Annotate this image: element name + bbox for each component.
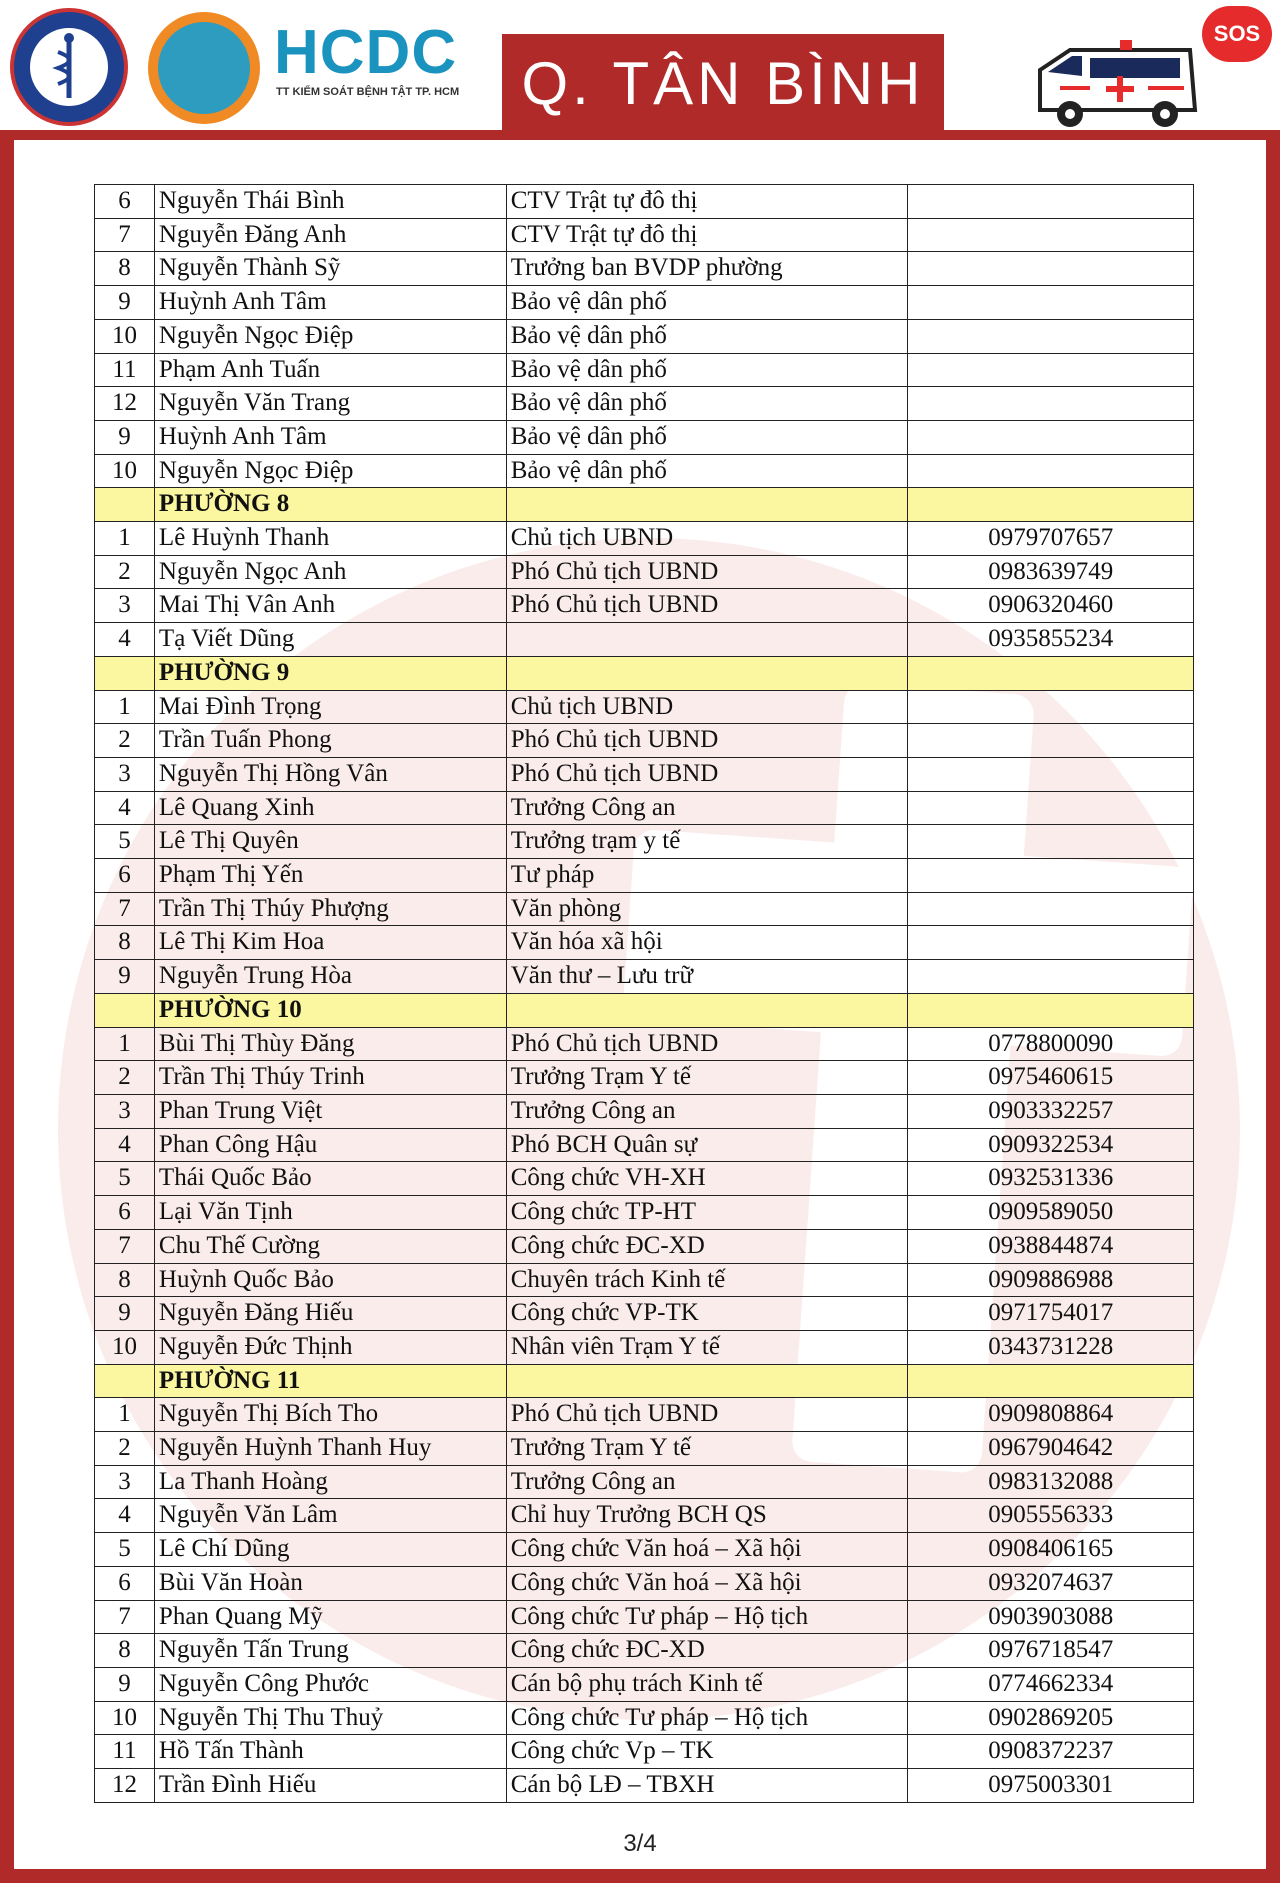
person-name: Phan Công Hậu <box>154 1128 506 1162</box>
person-role: Phó Chủ tịch UBND <box>506 555 908 589</box>
table-row <box>95 589 1194 623</box>
person-role: Phó BCH Quân sự <box>506 1128 908 1162</box>
phone-number: 0938844874 <box>908 1229 1194 1263</box>
phone-number: 0903332257 <box>908 1094 1194 1128</box>
person-name: Lê Thị Quyên <box>154 825 506 859</box>
sos-badge: SOS <box>1202 6 1272 62</box>
table-row <box>95 623 1194 657</box>
section-role-cell <box>506 1364 908 1398</box>
person-role: CTV Trật tự đô thị <box>506 185 908 219</box>
phone-number <box>908 218 1194 252</box>
person-name: Lê Quang Xinh <box>154 791 506 825</box>
person-name: Phạm Anh Tuấn <box>154 353 506 387</box>
phone-number <box>908 353 1194 387</box>
person-name: Bùi Văn Hoàn <box>154 1566 506 1600</box>
phone-number: 0903903088 <box>908 1600 1194 1634</box>
row-number: 12 <box>95 1769 155 1803</box>
row-number: 10 <box>95 1330 155 1364</box>
table-row <box>95 791 1194 825</box>
phone-number <box>908 454 1194 488</box>
person-role: Công chức VP-TK <box>506 1297 908 1331</box>
phone-number: 0975003301 <box>908 1769 1194 1803</box>
person-role: Chuyên trách Kinh tế <box>506 1263 908 1297</box>
person-role: Công chức TP-HT <box>506 1196 908 1230</box>
table-row <box>95 1566 1194 1600</box>
table-row <box>95 1229 1194 1263</box>
table-row <box>95 892 1194 926</box>
row-number: 6 <box>95 859 155 893</box>
row-number: 9 <box>95 420 155 454</box>
phone-number <box>908 319 1194 353</box>
section-header-row <box>95 1364 1194 1398</box>
row-number: 1 <box>95 522 155 556</box>
phone-number <box>908 892 1194 926</box>
row-number: 4 <box>95 623 155 657</box>
table-row <box>95 1196 1194 1230</box>
person-role: Trưởng Công an <box>506 791 908 825</box>
table-row <box>95 1263 1194 1297</box>
person-role: Bảo vệ dân phố <box>506 353 908 387</box>
phone-number <box>908 859 1194 893</box>
person-role: Bảo vệ dân phố <box>506 420 908 454</box>
person-role: Văn hóa xã hội <box>506 926 908 960</box>
section-header-row <box>95 993 1194 1027</box>
person-name: Tạ Viết Dũng <box>154 623 506 657</box>
row-number: 4 <box>95 791 155 825</box>
row-number: 3 <box>95 1094 155 1128</box>
table-row <box>95 1162 1194 1196</box>
table-row <box>95 387 1194 421</box>
person-role: Công chức ĐC-XD <box>506 1229 908 1263</box>
row-number: 6 <box>95 185 155 219</box>
phone-number <box>908 690 1194 724</box>
phone-number <box>908 286 1194 320</box>
row-number: 1 <box>95 1027 155 1061</box>
row-number: 2 <box>95 555 155 589</box>
person-role: Trưởng Trạm Y tế <box>506 1432 908 1466</box>
section-phone-cell <box>908 656 1194 690</box>
person-role: Bảo vệ dân phố <box>506 387 908 421</box>
phone-number <box>908 825 1194 859</box>
person-role: Công chức Văn hoá – Xã hội <box>506 1566 908 1600</box>
section-title-cell: PHƯỜNG 9 <box>154 656 506 690</box>
person-name: Huỳnh Quốc Bảo <box>154 1263 506 1297</box>
person-role: Trưởng ban BVDP phường <box>506 252 908 286</box>
table-row <box>95 1094 1194 1128</box>
phone-number: 0908372237 <box>908 1735 1194 1769</box>
table-row <box>95 522 1194 556</box>
person-role: Nhân viên Trạm Y tế <box>506 1330 908 1364</box>
table-row <box>95 1701 1194 1735</box>
person-name: Huỳnh Anh Tâm <box>154 286 506 320</box>
person-name: Nguyễn Đăng Anh <box>154 218 506 252</box>
row-number: 6 <box>95 1566 155 1600</box>
phone-number: 0979707657 <box>908 522 1194 556</box>
person-name: Bùi Thị Thùy Đăng <box>154 1027 506 1061</box>
row-number: 10 <box>95 319 155 353</box>
table-row <box>95 1533 1194 1567</box>
person-role: Cán bộ phụ trách Kinh tế <box>506 1667 908 1701</box>
row-number: 5 <box>95 825 155 859</box>
row-number: 7 <box>95 1600 155 1634</box>
person-name: Nguyễn Đăng Hiếu <box>154 1297 506 1331</box>
table-row <box>95 1600 1194 1634</box>
person-role: CTV Trật tự đô thị <box>506 218 908 252</box>
phone-number: 0935855234 <box>908 623 1194 657</box>
person-name: Mai Thị Vân Anh <box>154 589 506 623</box>
table-row <box>95 1128 1194 1162</box>
table-row <box>95 1667 1194 1701</box>
person-name: Phan Trung Việt <box>154 1094 506 1128</box>
person-name: Lê Huỳnh Thanh <box>154 522 506 556</box>
row-number: 6 <box>95 1196 155 1230</box>
phone-number <box>908 757 1194 791</box>
table-row <box>95 926 1194 960</box>
table-row <box>95 1735 1194 1769</box>
phone-number: 0902869205 <box>908 1701 1194 1735</box>
person-name: Nguyễn Ngọc Điệp <box>154 319 506 353</box>
person-name: Nguyễn Thái Bình <box>154 185 506 219</box>
row-number: 9 <box>95 1667 155 1701</box>
person-name: Nguyễn Tấn Trung <box>154 1634 506 1668</box>
row-number: 2 <box>95 1432 155 1466</box>
person-role: Chỉ huy Trưởng BCH QS <box>506 1499 908 1533</box>
person-name: Trần Thị Thúy Phượng <box>154 892 506 926</box>
person-name: Nguyễn Công Phước <box>154 1667 506 1701</box>
phone-number: 0906320460 <box>908 589 1194 623</box>
row-number: 9 <box>95 960 155 994</box>
person-role: Công chức ĐC-XD <box>506 1634 908 1668</box>
row-number: 2 <box>95 1061 155 1095</box>
phone-number: 0909589050 <box>908 1196 1194 1230</box>
section-role-cell <box>506 993 908 1027</box>
phone-number <box>908 185 1194 219</box>
person-role: Chủ tịch UBND <box>506 522 908 556</box>
row-number: 3 <box>95 1465 155 1499</box>
table-row <box>95 1465 1194 1499</box>
person-name: Nguyễn Thành Sỹ <box>154 252 506 286</box>
person-name: Nguyễn Ngọc Điệp <box>154 454 506 488</box>
table-row <box>95 1398 1194 1432</box>
table-row <box>95 1432 1194 1466</box>
phone-number <box>908 387 1194 421</box>
person-role: Văn thư – Lưu trữ <box>506 960 908 994</box>
page-header <box>0 0 1280 136</box>
row-number: 7 <box>95 1229 155 1263</box>
row-number: 1 <box>95 1398 155 1432</box>
row-number: 7 <box>95 892 155 926</box>
person-name: Nguyễn Văn Trang <box>154 387 506 421</box>
person-role: Phó Chủ tịch UBND <box>506 1398 908 1432</box>
person-role: Trưởng Công an <box>506 1465 908 1499</box>
row-number: 2 <box>95 724 155 758</box>
page-number: 3/4 <box>623 1830 657 1857</box>
person-role: Trưởng Công an <box>506 1094 908 1128</box>
contact-table <box>94 184 1194 1803</box>
section-title-cell: PHƯỜNG 10 <box>154 993 506 1027</box>
person-role: Phó Chủ tịch UBND <box>506 1027 908 1061</box>
person-name: Chu Thế Cường <box>154 1229 506 1263</box>
person-role: Văn phòng <box>506 892 908 926</box>
table-row <box>95 319 1194 353</box>
person-role: Bảo vệ dân phố <box>506 319 908 353</box>
phone-number: 0932531336 <box>908 1162 1194 1196</box>
row-number: 3 <box>95 757 155 791</box>
person-role: Trưởng Trạm Y tế <box>506 1061 908 1095</box>
person-name: Nguyễn Đức Thịnh <box>154 1330 506 1364</box>
person-role: Trưởng trạm y tế <box>506 825 908 859</box>
person-name: Phạm Thị Yến <box>154 859 506 893</box>
section-title-cell: PHƯỜNG 11 <box>154 1364 506 1398</box>
row-number: 8 <box>95 252 155 286</box>
row-number: 9 <box>95 1297 155 1331</box>
phone-number: 0975460615 <box>908 1061 1194 1095</box>
person-role: Bảo vệ dân phố <box>506 286 908 320</box>
person-role: Công chức Tư pháp – Hộ tịch <box>506 1600 908 1634</box>
section-header-row <box>95 656 1194 690</box>
person-name: Nguyễn Huỳnh Thanh Huy <box>154 1432 506 1466</box>
phone-number <box>908 724 1194 758</box>
table-row <box>95 218 1194 252</box>
table-row <box>95 1027 1194 1061</box>
row-number: 11 <box>95 353 155 387</box>
ambulance-icon <box>1030 40 1210 132</box>
table-row <box>95 690 1194 724</box>
person-role: Phó Chủ tịch UBND <box>506 724 908 758</box>
hcdc-brand: HCDC <box>274 18 458 87</box>
header-divider <box>0 130 1280 140</box>
section-no-cell <box>95 488 155 522</box>
person-name: Huỳnh Anh Tâm <box>154 420 506 454</box>
phone-number <box>908 252 1194 286</box>
person-role: Công chức Tư pháp – Hộ tịch <box>506 1701 908 1735</box>
phone-number: 0909886988 <box>908 1263 1194 1297</box>
phone-number: 0983639749 <box>908 555 1194 589</box>
section-no-cell <box>95 1364 155 1398</box>
section-phone-cell <box>908 993 1194 1027</box>
table-row <box>95 420 1194 454</box>
table-row <box>95 757 1194 791</box>
person-role: Công chức VH-XH <box>506 1162 908 1196</box>
table-row <box>95 353 1194 387</box>
phone-number: 0909808864 <box>908 1398 1194 1432</box>
table-row <box>95 1769 1194 1803</box>
phone-number: 0909322534 <box>908 1128 1194 1162</box>
table-row <box>95 1330 1194 1364</box>
table-row <box>95 724 1194 758</box>
person-name: Nguyễn Ngọc Anh <box>154 555 506 589</box>
table-row <box>95 555 1194 589</box>
row-number: 8 <box>95 926 155 960</box>
row-number: 9 <box>95 286 155 320</box>
district-title: Q. TÂN BÌNH <box>502 34 944 134</box>
person-name: Nguyễn Thị Thu Thuỷ <box>154 1701 506 1735</box>
table-row <box>95 1499 1194 1533</box>
hcdc-subtitle: TT KIỂM SOÁT BỆNH TẬT TP. HCM <box>276 86 460 98</box>
phone-number: 0774662334 <box>908 1667 1194 1701</box>
phone-number: 0976718547 <box>908 1634 1194 1668</box>
health-department-seal-icon <box>10 8 128 126</box>
phone-number: 0932074637 <box>908 1566 1194 1600</box>
section-title-cell: PHƯỜNG 8 <box>154 488 506 522</box>
person-name: Lê Chí Dũng <box>154 1533 506 1567</box>
row-number: 4 <box>95 1128 155 1162</box>
row-number: 8 <box>95 1263 155 1297</box>
phone-number <box>908 926 1194 960</box>
section-no-cell <box>95 993 155 1027</box>
person-role: Cán bộ LĐ – TBXH <box>506 1769 908 1803</box>
person-name: Nguyễn Thị Hồng Vân <box>154 757 506 791</box>
table-row <box>95 825 1194 859</box>
person-role: Tư pháp <box>506 859 908 893</box>
table-row <box>95 454 1194 488</box>
phone-number: 0778800090 <box>908 1027 1194 1061</box>
table-row <box>95 252 1194 286</box>
table-row <box>95 286 1194 320</box>
person-name: Nguyễn Văn Lâm <box>154 1499 506 1533</box>
row-number: 8 <box>95 1634 155 1668</box>
phone-number <box>908 960 1194 994</box>
row-number: 4 <box>95 1499 155 1533</box>
row-number: 7 <box>95 218 155 252</box>
section-role-cell <box>506 656 908 690</box>
person-name: Mai Đình Trọng <box>154 690 506 724</box>
table-row <box>95 960 1194 994</box>
person-role: Công chức Văn hoá – Xã hội <box>506 1533 908 1567</box>
row-number: 5 <box>95 1162 155 1196</box>
phone-number <box>908 791 1194 825</box>
section-role-cell <box>506 488 908 522</box>
row-number: 3 <box>95 589 155 623</box>
section-phone-cell <box>908 488 1194 522</box>
person-name: Thái Quốc Bảo <box>154 1162 506 1196</box>
row-number: 5 <box>95 1533 155 1567</box>
table-row <box>95 185 1194 219</box>
section-header-row <box>95 488 1194 522</box>
person-name: Trần Đình Hiếu <box>154 1769 506 1803</box>
person-role: Công chức Vp – TK <box>506 1735 908 1769</box>
person-name: Trần Thị Thúy Trinh <box>154 1061 506 1095</box>
phone-number: 0908406165 <box>908 1533 1194 1567</box>
person-role: Bảo vệ dân phố <box>506 454 908 488</box>
person-name: Lê Thị Kim Hoa <box>154 926 506 960</box>
person-name: Nguyễn Thị Bích Tho <box>154 1398 506 1432</box>
person-role: Phó Chủ tịch UBND <box>506 589 908 623</box>
person-name: La Thanh Hoàng <box>154 1465 506 1499</box>
person-name: Lại Văn Tịnh <box>154 1196 506 1230</box>
row-number: 1 <box>95 690 155 724</box>
table-row <box>95 859 1194 893</box>
row-number: 12 <box>95 387 155 421</box>
table-row <box>95 1061 1194 1095</box>
phone-number <box>908 420 1194 454</box>
phone-number: 0343731228 <box>908 1330 1194 1364</box>
table-row <box>95 1297 1194 1331</box>
phone-number: 0905556333 <box>908 1499 1194 1533</box>
row-number: 10 <box>95 454 155 488</box>
phone-number: 0967904642 <box>908 1432 1194 1466</box>
section-no-cell <box>95 656 155 690</box>
row-number: 10 <box>95 1701 155 1735</box>
person-name: Hồ Tấn Thành <box>154 1735 506 1769</box>
section-phone-cell <box>908 1364 1194 1398</box>
person-name: Trần Tuấn Phong <box>154 724 506 758</box>
hcdc-logo-icon <box>148 12 260 124</box>
phone-number: 0971754017 <box>908 1297 1194 1331</box>
phone-number: 0983132088 <box>908 1465 1194 1499</box>
person-role: Phó Chủ tịch UBND <box>506 757 908 791</box>
person-name: Nguyễn Trung Hòa <box>154 960 506 994</box>
row-number: 11 <box>95 1735 155 1769</box>
person-name: Phan Quang Mỹ <box>154 1600 506 1634</box>
person-role: Chủ tịch UBND <box>506 690 908 724</box>
person-role <box>506 623 908 657</box>
table-row <box>95 1634 1194 1668</box>
